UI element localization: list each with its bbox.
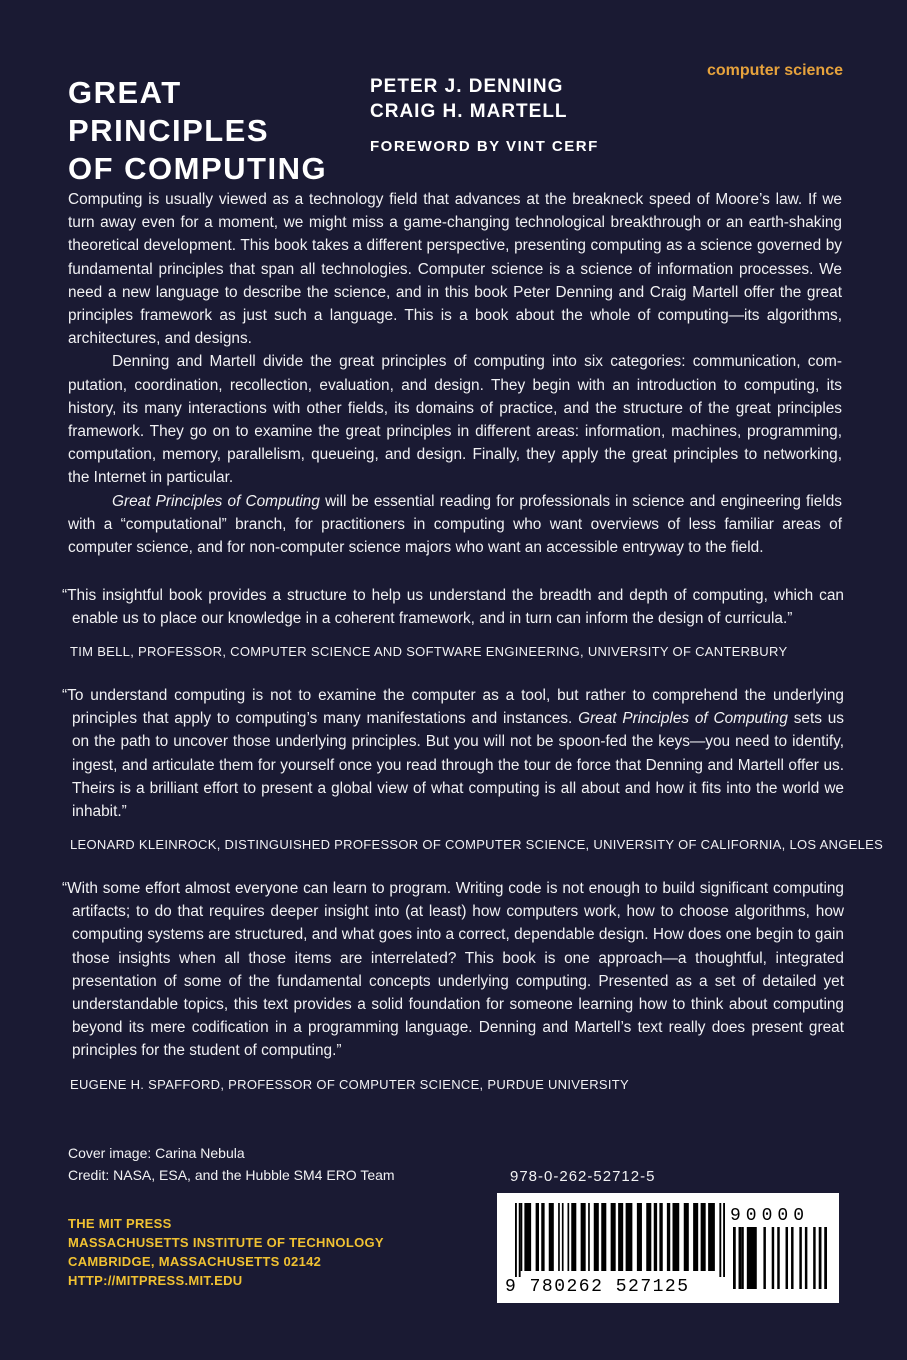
barcode-bar xyxy=(521,1203,523,1271)
endorsement-text: “This insightful book provides a structure to help us understand the breadth and depth of computing, which can enable us to place our knowledge in a coherent framework, and in turn can inform the design of curricula.” xyxy=(62,587,844,628)
barcode-bars-main xyxy=(515,1203,725,1277)
endorsement-kleinrock xyxy=(62,684,884,856)
barcode-bar xyxy=(777,1227,779,1289)
barcode-bar xyxy=(786,1227,788,1289)
cover-image-credit xyxy=(68,1142,395,1186)
endorsement-text xyxy=(62,684,844,823)
publisher-address: CAMBRIDGE, MASSACHUSETTS 02142 xyxy=(68,1254,322,1269)
barcode-bar xyxy=(747,1227,757,1289)
endorsement-text-part-a: “To understand computing is not to examine the computer as a tool, but rather to comprehend the underlying principles that apply to computing’s many manifestations and instances. xyxy=(62,687,844,728)
publisher-name: THE MIT PRESS xyxy=(68,1216,172,1231)
barcode-bar xyxy=(618,1203,623,1271)
barcode-bar xyxy=(791,1227,793,1289)
barcode-guard-bar xyxy=(819,1227,822,1289)
author-denning: PETER J. DENNING xyxy=(370,76,564,97)
barcode-bar xyxy=(562,1203,564,1271)
barcode-guard-bar xyxy=(515,1203,517,1277)
endorsement-text: “With some effort almost everyone can learn to program. Writing code is not enough to build significant computing artifacts; to do that requires deeper insight into (at least) how computers work, how to choose algorithms, how computing systems are structured, and what goes into a correct, dependable design. How does one begin to gain those insights when all those items are interrelated? This book is one approach—a thoughtful, integrated presentation of some of the fundamental concepts underlying computing. Presented as a set of detailed yet understandable topics, this text provides a solid foundation for someone learning how to think about computing beyond its mere codification in a programming language. Denning and Martell’s text really does present great principles for the student of computing.” xyxy=(62,880,844,1060)
publisher-url: HTTP://MITPRESS.MIT.EDU xyxy=(68,1273,243,1288)
barcode-bar xyxy=(549,1203,554,1271)
barcode-bar xyxy=(536,1203,539,1271)
barcode-guard-bar xyxy=(739,1227,742,1289)
foreword-credit: FOREWORD BY VINT CERF xyxy=(370,138,599,155)
barcode-bar xyxy=(524,1203,531,1271)
endorsement-bell xyxy=(62,584,844,664)
book-title-italic: Great Principles of Computing xyxy=(578,710,788,728)
barcode-bar xyxy=(813,1227,815,1289)
barcode-guard-bar xyxy=(519,1203,521,1277)
barcode-bar xyxy=(654,1203,657,1271)
title-line-1: GREAT PRINCIPLES xyxy=(68,75,270,148)
barcode xyxy=(497,1193,839,1303)
isbn-label: 978-0-262-52712-5 xyxy=(510,1168,656,1185)
barcode-bar xyxy=(646,1203,651,1271)
barcode-bar xyxy=(741,1227,743,1289)
book-title xyxy=(68,74,358,188)
cover-image-source: Credit: NASA, ESA, and the Hubble SM4 ERO Team xyxy=(68,1167,395,1183)
barcode-bar xyxy=(568,1203,570,1271)
barcode-bar xyxy=(611,1203,616,1271)
endorsement-spafford xyxy=(62,877,844,1096)
endorsement-attribution: LEONARD KLEINROCK, DISTINGUISHED PROFESSOR OF COMPUTER SCIENCE, UNIVERSITY OF CALIFORNIA, LOS ANGELES xyxy=(70,837,884,853)
barcode-bar xyxy=(558,1203,560,1271)
title-line-2: OF COMPUTING xyxy=(68,151,328,186)
barcode-bar xyxy=(588,1203,590,1271)
description-paragraph-3-rest: will be essential reading for professionals in science and engineering fields with a “computational” branch, for practitioners in computing who want overviews of less familiar areas of computer science, and for non-computer science majors who want an accessible entryway to the field. xyxy=(68,492,842,557)
barcode-bar xyxy=(659,1203,662,1271)
description-paragraph-1: Computing is usually viewed as a technology field that advances at the breakneck speed of Moore’s law. If we turn away even for a moment, we might miss a game-changing technological breakthrough or an earth-shaking theoretical development. This book takes a different perspective, presenting computing as a science governed by fundamental principles that span all technologies. Computer science is a science of information processes. We need a new language to describe the science, and in this book Peter Denning and Craig Martell offer the great principles framework as just such a language. This is a book about the whole of computing—its algorithms, architectures, and designs. xyxy=(68,191,842,348)
barcode-bar xyxy=(708,1203,715,1271)
author-martell: CRAIG H. MARTELL xyxy=(370,101,568,122)
endorsement-attribution: EUGENE H. SPAFFORD, PROFESSOR OF COMPUTER SCIENCE, PURDUE UNIVERSITY xyxy=(70,1076,629,1092)
endorsement-text-part-b: sets us on the path to uncover those underlying principles. But you will not be spoon-fed the keys—you need to identify, ingest, and articulate them for yourself once you read through the tour de force that Denning and Martell offer us. Theirs is a brilliant effort to present a global view of what computing is all about and how it fits into the world we inhabit.” xyxy=(72,710,844,821)
barcode-main-digits: 9 780262 527125 xyxy=(505,1277,690,1297)
barcode-bar xyxy=(772,1227,774,1289)
barcode-bar xyxy=(571,1203,576,1271)
barcode-bar xyxy=(805,1227,807,1289)
book-description xyxy=(68,188,842,559)
authors xyxy=(370,74,568,124)
barcode-bar xyxy=(701,1203,706,1271)
barcode-bar xyxy=(693,1203,698,1271)
barcode-bar xyxy=(673,1203,680,1271)
barcode-bar xyxy=(763,1227,765,1289)
barcode-bars-addon xyxy=(733,1227,827,1289)
publisher-block xyxy=(68,1214,384,1290)
description-paragraph-3 xyxy=(68,490,842,560)
barcode-bar xyxy=(626,1203,633,1271)
barcode-bar xyxy=(601,1203,606,1271)
book-title-italic: Great Principles of Computing xyxy=(112,492,320,510)
publisher-institution: MASSACHUSETTS INSTITUTE OF TECHNOLOGY xyxy=(68,1235,384,1250)
cover-image-name: Cover image: Carina Nebula xyxy=(68,1145,245,1161)
barcode-graphic xyxy=(497,1193,839,1303)
barcode-bar xyxy=(541,1203,544,1271)
barcode-addon-digits: 90000 xyxy=(730,1206,810,1226)
barcode-bar xyxy=(667,1203,670,1271)
barcode-guard-bar xyxy=(723,1203,725,1277)
barcode-guard-bar xyxy=(719,1203,721,1277)
category-label: computer science xyxy=(706,62,843,79)
description-paragraph-2: Denning and Martell divide the great principles of computing into six categories: communication, computation, coordination, recollection, evaluation, and design. They begin with an introduction to computing, its history, its many interactions with other fields, its domains of practice, and the structure of the great principles framework. They go on to examine the great principles in different areas: information, machines, programming, computation, memory, parallelism, queueing, and design. Finally, they apply the great principles to networking, the Internet in particular. xyxy=(68,353,842,487)
barcode-bar xyxy=(799,1227,801,1289)
barcode-guard-bar xyxy=(824,1227,827,1289)
barcode-bar xyxy=(594,1203,599,1271)
barcode-bar xyxy=(581,1203,586,1271)
barcode-guard-bar xyxy=(733,1227,736,1289)
barcode-bar xyxy=(637,1203,642,1271)
endorsement-attribution: TIM BELL, PROFESSOR, COMPUTER SCIENCE AND SOFTWARE ENGINEERING, UNIVERSITY OF CANTERBURY xyxy=(70,644,788,660)
barcode-bar xyxy=(684,1203,689,1271)
